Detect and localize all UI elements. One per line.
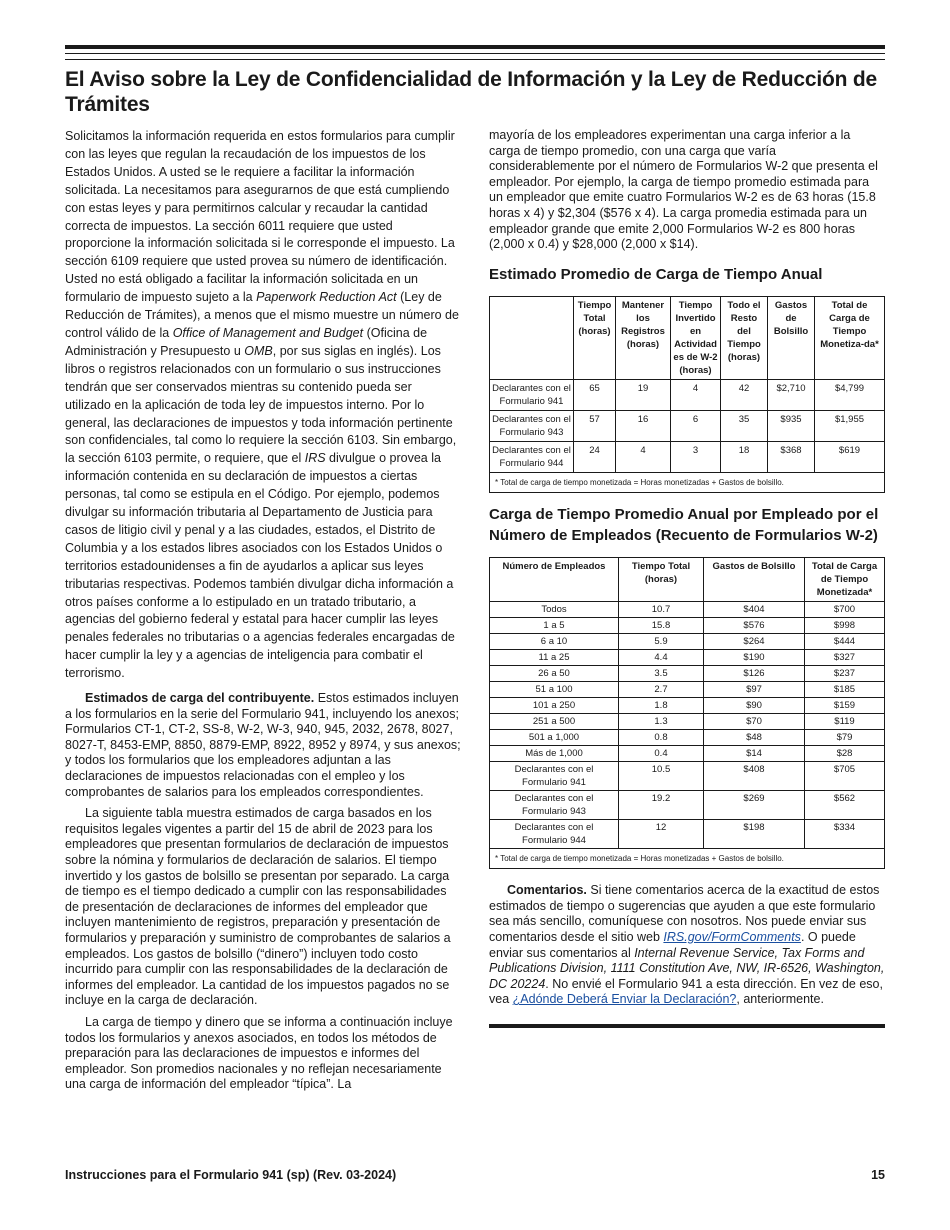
table-row [490, 682, 885, 698]
table1-header: Tiempo Total (horas) [574, 297, 616, 380]
row-label: Declarantes con el Formulario 943 [490, 411, 574, 442]
burden-reported-paragraph: La carga de tiempo y dinero que se informa a continuación incluye todos los formularios y anexos asociados, en todos los métodos de preparación para las declaraciones de impuestos e informes del empleador. Son promedios nacionales y no reflejan necesariamente una carga de información del empleador “típica”. La [65, 1014, 453, 1092]
cell: $935 [768, 411, 815, 442]
cell: $408 [704, 762, 805, 791]
table-row [490, 634, 885, 650]
page-number: 15 [871, 1168, 885, 1182]
cell: $1,955 [815, 411, 885, 442]
cell: 4 [616, 442, 671, 473]
cell: 19.2 [619, 791, 704, 820]
cell: 19 [616, 380, 671, 411]
cell: 5.9 [619, 634, 704, 650]
cell: $126 [704, 666, 805, 682]
end-rule [489, 1024, 885, 1028]
cell: $48 [704, 730, 805, 746]
cell: 12 [619, 820, 704, 849]
row-label: Declarantes con el Formulario 944 [490, 442, 574, 473]
cell: $28 [805, 746, 885, 762]
cell: $185 [805, 682, 885, 698]
cell: 0.4 [619, 746, 704, 762]
row-label: 6 a 10 [490, 634, 619, 650]
table2-header: Número de Empleados [490, 558, 619, 602]
row-label: 11 a 25 [490, 650, 619, 666]
cell: $97 [704, 682, 805, 698]
cell: $576 [704, 618, 805, 634]
table1-corner [490, 297, 574, 380]
table1-header: Gastos de Bolsillo [768, 297, 815, 380]
table-row [490, 730, 885, 746]
row-label: 1 a 5 [490, 618, 619, 634]
page-title: El Aviso sobre la Ley de Confidencialidad de Información y la Ley de Reducción de Trámites [65, 68, 877, 116]
row-label: Declarantes con el Formulario 941 [490, 762, 619, 791]
cell: 4 [671, 380, 721, 411]
table-row [490, 791, 885, 820]
cell: 15.8 [619, 618, 704, 634]
row-label: Todos [490, 602, 619, 618]
table-row [490, 650, 885, 666]
cell: 35 [721, 411, 768, 442]
cell: $327 [805, 650, 885, 666]
cell: $269 [704, 791, 805, 820]
table-row [490, 762, 885, 791]
burden-estimates-paragraph: Estimados de carga del contribuyente. Estos estimados incluyen a los formularios en la serie del Formulario 941, incluyendo los anexos; Formularios CT-1, CT-2, SS-8, W-2, W-3, 940, 945, 2032, 2678, 8027, 8027-T, 8453-EMP, 8850, 8879-EMP, 8922, 8952 y 8974, y sus anexos; y todos los formularios que los empleadores adjuntan a las declaraciones de impuestos relacionadas con el empleo y los comprobantes de salarios para los empleados correspondientes. [65, 691, 461, 799]
cell: $404 [704, 602, 805, 618]
table2-header: Gastos de Bolsillo [704, 558, 805, 602]
table-row [490, 602, 885, 618]
table2-header: Tiempo Total (horas) [619, 558, 704, 602]
cell: $14 [704, 746, 805, 762]
cell: $700 [805, 602, 885, 618]
cell: 57 [574, 411, 616, 442]
table-row [490, 411, 885, 442]
table1-header: Mantener los Registros (horas) [616, 297, 671, 380]
cell: 18 [721, 442, 768, 473]
table-row [490, 618, 885, 634]
table1-title: Estimado Promedio de Carga de Tiempo Anual [489, 265, 823, 283]
comments-paragraph: Comentarios. Si tiene comentarios acerca de la exactitud de estos estimados de tiempo o sugerencias que ayuden a que este formulario sea más sencillo, comuníquese con nosotros. Nos puede enviar sus comentarios desde el sitio web IRS.gov/FormComments. O puede enviar sus comentarios al Internal Revenue Service, Tax Forms and Publications Division, 1111 Constitution Ave, NW, IR-6526, Washington, DC 20224. No envié el Formulario 941 a esta dirección. En vez de eso, vea ¿Adónde Deberá Enviar la Declaración?, anteriormente. [489, 883, 885, 1007]
table-row [490, 714, 885, 730]
row-label: 101 a 250 [490, 698, 619, 714]
where-to-file-link[interactable]: ¿Adónde Deberá Enviar la Declaración? [512, 992, 737, 1007]
cell: $619 [815, 442, 885, 473]
table1-footnote: * Total de carga de tiempo monetizada = Horas monetizadas + Gastos de bolsillo. [490, 473, 885, 493]
row-label: Declarantes con el Formulario 941 [490, 380, 574, 411]
table-row [490, 746, 885, 762]
cell: 6 [671, 411, 721, 442]
row-label: 26 a 50 [490, 666, 619, 682]
table1-header: Todo el Resto del Tiempo (horas) [721, 297, 768, 380]
cell: 0.8 [619, 730, 704, 746]
left-column [65, 128, 461, 1093]
table2-header: Total de Carga de Tiempo Monetizada* [805, 558, 885, 602]
cell: $334 [805, 820, 885, 849]
cell: $237 [805, 666, 885, 682]
cell: $444 [805, 634, 885, 650]
cell: $264 [704, 634, 805, 650]
cell: $90 [704, 698, 805, 714]
right-column [489, 128, 885, 1028]
cell: $2,710 [768, 380, 815, 411]
footer-form-title: Instrucciones para el Formulario 941 (sp) (Rev. 03-2024) [65, 1168, 397, 1182]
row-label: 251 a 500 [490, 714, 619, 730]
table2-title: Carga de Tiempo Promedio Anual por Empleado por el Número de Empleados (Recuento de Formularios W-2) [489, 506, 879, 544]
table-row [490, 698, 885, 714]
cell: $368 [768, 442, 815, 473]
row-label: Declarantes con el Formulario 943 [490, 791, 619, 820]
cell: 42 [721, 380, 768, 411]
per-employee-burden-table [489, 557, 885, 869]
cell: 3 [671, 442, 721, 473]
top-rule-thin [65, 53, 885, 54]
cell: 10.7 [619, 602, 704, 618]
cell: $705 [805, 762, 885, 791]
table1-header: Total de Carga de Tiempo Monetiza-da* [815, 297, 885, 380]
cell: $159 [805, 698, 885, 714]
cell: $79 [805, 730, 885, 746]
cell: $119 [805, 714, 885, 730]
table-row [490, 442, 885, 473]
cell: $70 [704, 714, 805, 730]
form-comments-link[interactable]: IRS.gov/FormComments [663, 930, 801, 945]
page-footer [65, 1168, 885, 1182]
top-rule-thick [65, 45, 885, 49]
row-label: 51 a 100 [490, 682, 619, 698]
privacy-paragraph: Solicitamos la información requerida en estos formularios para cumplir con las leyes que regulan la recaudación de los impuestos de los Estados Unidos. A usted se le requiere a facilitar la información solicitada. La necesitamos para asegurarnos de que está cumpliendo con estas leyes y para permitirnos calcular y recaudar la cantidad correcta de impuestos. La sección 6011 requiere que usted proporcione la información solicitada si le corresponde el impuesto. La sección 6109 requiere que usted provea su número de identificación. Usted no está obligado a facilitar la información solicitada en un formulario de impuesto sujeto a la Paperwork Reduction Act (Ley de Reducción de Trámites), a menos que el mismo muestre un número de control válido de la Office of Management and Budget (Oficina de Administración y Presupuesto u OMB, por sus siglas en inglés). Los libros o registros relacionados con un formulario o sus instrucciones tendrán que ser conservados mientras su contenido pueda ser utilizado en la aplicación de toda ley de impuestos interno. Por lo general, las declaraciones de impuestos y toda información pertinente son confidenciales, tal como lo requiere la sección 6103. Sin embargo, la sección 6103 permite, o requiere, que el IRS divulgue o provea la información contenida en su declaración de impuestos a ciertas personas, tal como se estipula en el Código. Por ejemplo, podemos divulgar su información tributaria al Departamento de Justicia para casos de litigio civil y penal y a las ciudades, estados, el Distrito de Columbia y a los estados libres asociados con los Estados Unidos o territorios estadounidenses a fin de ayudarlos a aplicar sus leyes tributarias respectivas. Podemos también divulgar dicha información a otros países conforme a lo estipulado en un tratado tributario, a agencias del gobierno federal y estatal para hacer cumplir las leyes penales federales no tributarias o a agencias federales encargadas de hacer cumplir la ley y a agencias de inteligencia para combatir el terrorismo. [65, 129, 459, 681]
cell: $998 [805, 618, 885, 634]
cell: 4.4 [619, 650, 704, 666]
table-row [490, 380, 885, 411]
cell: 16 [616, 411, 671, 442]
top-rule-thin-2 [65, 59, 885, 60]
cell: 24 [574, 442, 616, 473]
cell: $190 [704, 650, 805, 666]
cell: 2.7 [619, 682, 704, 698]
cell: $562 [805, 791, 885, 820]
row-label: Más de 1,000 [490, 746, 619, 762]
cell: $198 [704, 820, 805, 849]
row-label: 501 a 1,000 [490, 730, 619, 746]
row-label: Declarantes con el Formulario 944 [490, 820, 619, 849]
burden-table-intro-paragraph: La siguiente tabla muestra estimados de carga basados en los requisitos legales vigentes a partir del 15 de abril de 2023 para los empleadores que presentan formularios de declaración de impuestos sobre la nómina y formularios de declaración de salarios. El tiempo invertido y los gastos de bolsillo se presentan por separado. La carga de tiempo es el tiempo dedicado a cumplir con las responsabilidades de presentación de declaraciones de informes del empleador que incluyen mantenimiento de registros, preparación y presentación de formularios y preparación y suministro de comprobantes de salarios a empleados. Los gastos de bolsillo (“dinero”) incluyen todo costo incurrido para cumplir con las responsabilidades de la declaración de informes del empleador. La cantidad de los impuestos pagados no se incluye en la carga de declaración. [65, 806, 451, 1008]
cell: 1.3 [619, 714, 704, 730]
annual-burden-table [489, 296, 885, 493]
cell: 10.5 [619, 762, 704, 791]
table-row [490, 666, 885, 682]
cell: 1.8 [619, 698, 704, 714]
table-row [490, 820, 885, 849]
cell: 65 [574, 380, 616, 411]
continued-paragraph: mayoría de los empleadores experimentan una carga inferior a la carga de tiempo promedio, con una carga que varía considerablemente por el número de Formularios W-2 que presenta el empleador. Por ejemplo, la carga de tiempo promedio estimada para un empleador que emite cuatro Formularios W-2 es de 63 horas (15.8 horas x 4) y $2,304 ($576 x 4). La carga promedia estimada para un empleador grande que emite 2,000 Formularios W-2 es 800 horas (2,000 x 0.4) y $28,000 (2,000 x $14). [489, 128, 878, 252]
cell: 3.5 [619, 666, 704, 682]
table2-footnote: * Total de carga de tiempo monetizada = Horas monetizadas + Gastos de bolsillo. [490, 849, 885, 869]
table1-header: Tiempo Invertido en Actividad es de W-2 (horas) [671, 297, 721, 380]
cell: $4,799 [815, 380, 885, 411]
